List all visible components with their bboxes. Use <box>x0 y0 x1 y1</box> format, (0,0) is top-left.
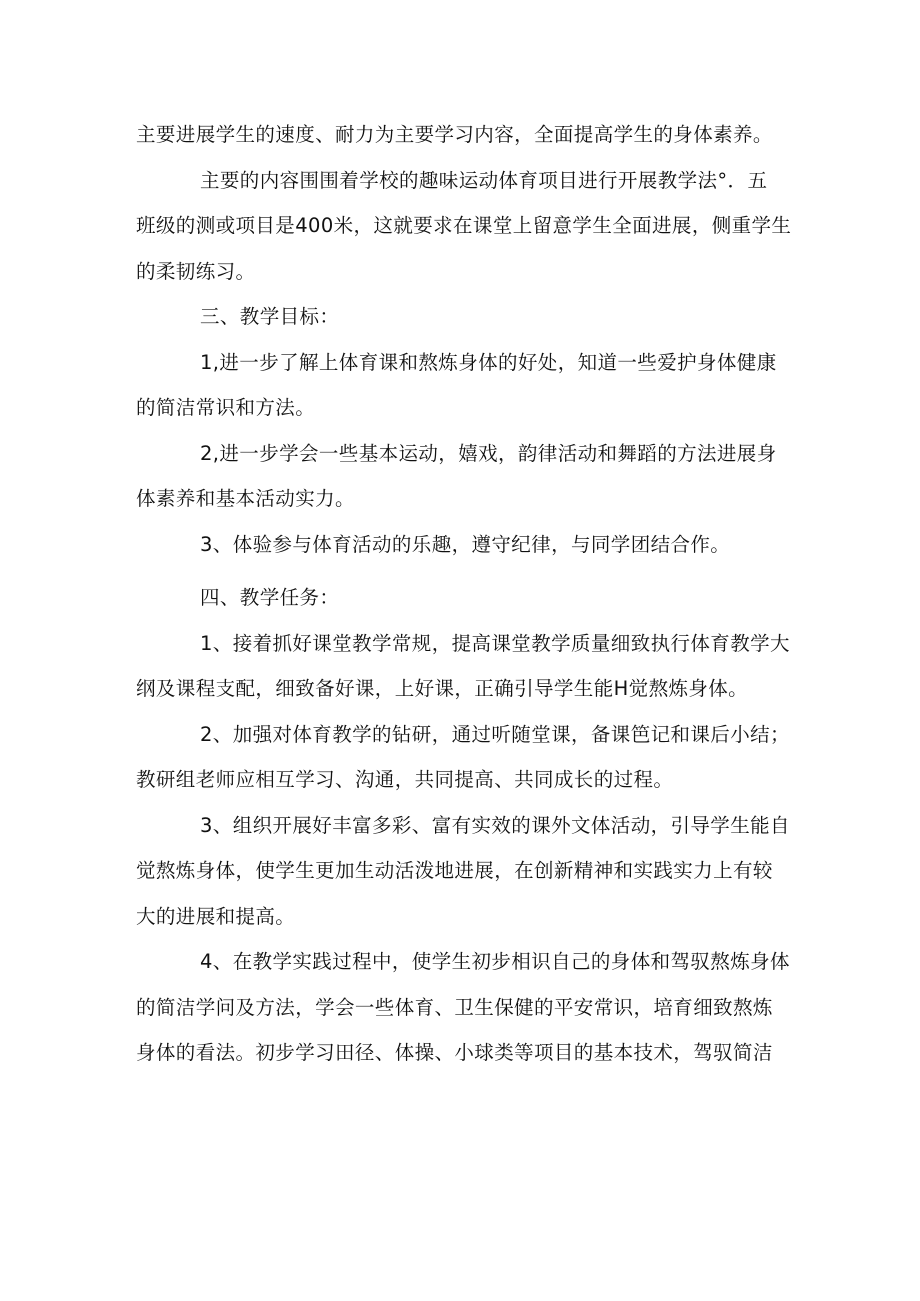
task-item-1 <box>136 621 790 712</box>
text-line: 纲及课程支配，细致备好课，上好课，正确引导学生能H觉熬炼身体。 <box>136 677 749 700</box>
document-body <box>136 112 792 1076</box>
text-line: 2,进一步学会一些基本运动，嬉戏，韵律活动和舞蹈的方法进展身 <box>200 441 777 465</box>
task-item-3 <box>136 803 790 940</box>
text-line: 大的进展和提高。 <box>136 904 296 928</box>
text-line: 1,进一步了解上体育课和熬炼身体的好处，知道一些爱护身体健康 <box>200 350 777 374</box>
paragraph-content-description <box>136 158 792 295</box>
text-line: 主要的内容围围着学校的趣味运动体育项目进行开展教学法°．五 <box>200 168 768 192</box>
goal-item-3 <box>136 522 776 568</box>
task-item-4 <box>136 939 790 1076</box>
text-line: 的柔韧练习。 <box>136 259 256 283</box>
text-line: 的简洁学问及方法，学会一些体育、卫生保健的平安常识，培育细致熬炼 <box>136 995 773 1019</box>
text-line: 3、体验参与体育活动的乐趣，遵守纪律，与同学团结合作。 <box>200 532 731 556</box>
text-line: 1、接着抓好课堂教学常规，提高课堂教学质量细致执行体育教学大 <box>200 631 790 655</box>
heading-text: 三、教学目标： <box>200 305 340 328</box>
text-line: 体素养和基本活动实力。 <box>136 487 355 510</box>
heading-text: 四、教学任务： <box>200 586 340 609</box>
task-item-2 <box>136 712 790 803</box>
text-line: 教研组老师应相互学习、沟通，共同提高、共同成长的过程。 <box>136 768 674 791</box>
text-line: 4、在教学实践过程中，使学生初步相识自己的身体和驾驭熬炼身体 <box>200 950 790 973</box>
text-line: 班级的测或项目是400米，这就要求在课堂上留意学生全面进展，侧重学生 <box>136 214 792 237</box>
text-line: 觉熬炼身体，使学生更加生动活泼地进展，在创新精神和实践实力上有较 <box>136 859 773 882</box>
text-line: 3、组织开展好丰富多彩、富有实效的课外文体活动，引导学生能自 <box>200 813 790 837</box>
text-line: 身体的看法。初步学习田径、体操、小球类等项目的基本技术，驾驭简洁 <box>136 1041 773 1064</box>
paragraph-intro <box>136 112 776 158</box>
text-line: 2、加强对体育教学的钻研，通过听随堂课，备课笆记和课后小结； <box>200 722 790 746</box>
goal-item-2 <box>136 431 776 522</box>
goal-item-1 <box>136 340 776 431</box>
section-heading-teaching-tasks <box>136 575 776 621</box>
text-line: 主要进展学生的速度、耐力为主要学习内容，全面提高学生的身体素养。 <box>136 123 773 146</box>
text-line: 的简洁常识和方法。 <box>136 396 316 419</box>
section-heading-teaching-goals <box>136 294 776 340</box>
